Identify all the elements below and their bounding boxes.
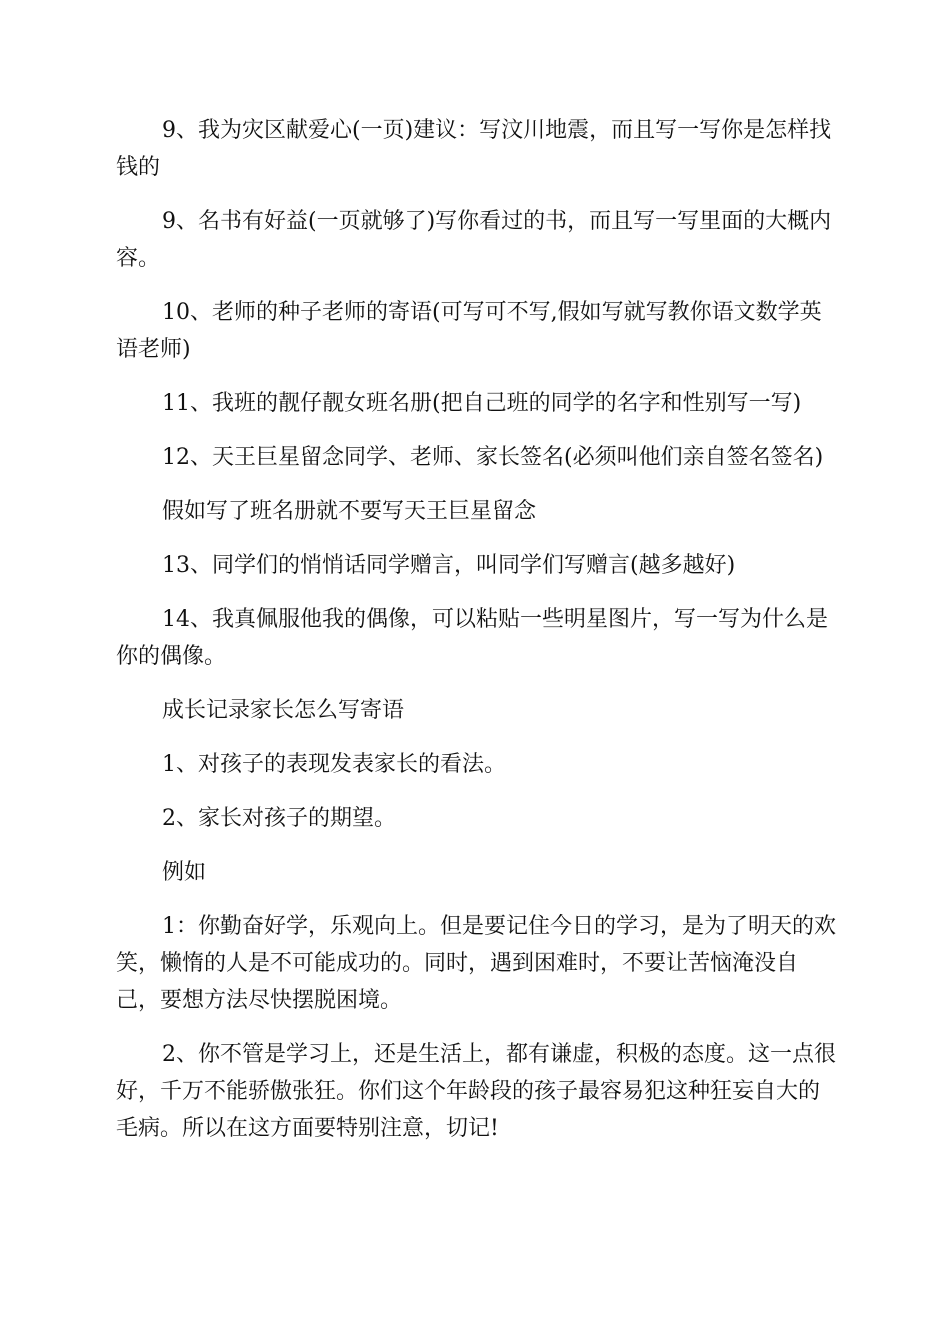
paragraph-item-11: 11、我班的靓仔靓女班名册(把自己班的同学的名字和性别写一写) (162, 391, 802, 416)
paragraph-example-2: 2、你不管是学习上，还是生活上，都有谦虚，积极的态度。这一点很好，千万不能骄傲张狂。你们这个年龄段的孩子最容易犯这种狂妄自大的毛病。所以在这方面要特别注意，切记! (116, 1042, 836, 1141)
paragraph-item-14: 14、我真佩服他我的偶像，可以粘贴一些明星图片，写一写为什么是你的偶像。 (116, 607, 828, 669)
paragraph-example-label: 例如 (162, 860, 207, 885)
paragraph-example-1: 1：你勤奋好学，乐观向上。但是要记住今日的学习，是为了明天的欢笑，懒惰的人是不可能成功的。同时，遇到困难时，不要让苦恼淹没自己，要想方法尽快摆脱困境。 (116, 914, 836, 1013)
paragraph-item-10: 10、老师的种子老师的寄语(可写可不写,假如写就写教你语文数学英语老师) (116, 300, 822, 362)
paragraph-note: 假如写了班名册就不要写天王巨星留念 (162, 499, 537, 524)
paragraph-item-12: 12、天王巨星留念同学、老师、家长签名(必须叫他们亲自签名签名) (162, 445, 824, 470)
document-body (116, 112, 836, 1164)
paragraph-point-2: 2、家长对孩子的期望。 (162, 806, 396, 831)
paragraph-item-9-disaster: 9、我为灾区献爱心(一页)建议：写汶川地震，而且写一写你是怎样找钱的 (116, 118, 832, 180)
paragraph-item-13: 13、同学们的悄悄话同学赠言，叫同学们写赠言(越多越好) (162, 553, 736, 578)
section-heading: 成长记录家长怎么写寄语 (162, 698, 405, 723)
paragraph-point-1: 1、对孩子的表现发表家长的看法。 (162, 752, 506, 777)
paragraph-item-9-books: 9、名书有好益(一页就够了)写你看过的书，而且写一写里面的大概内容。 (116, 209, 832, 271)
